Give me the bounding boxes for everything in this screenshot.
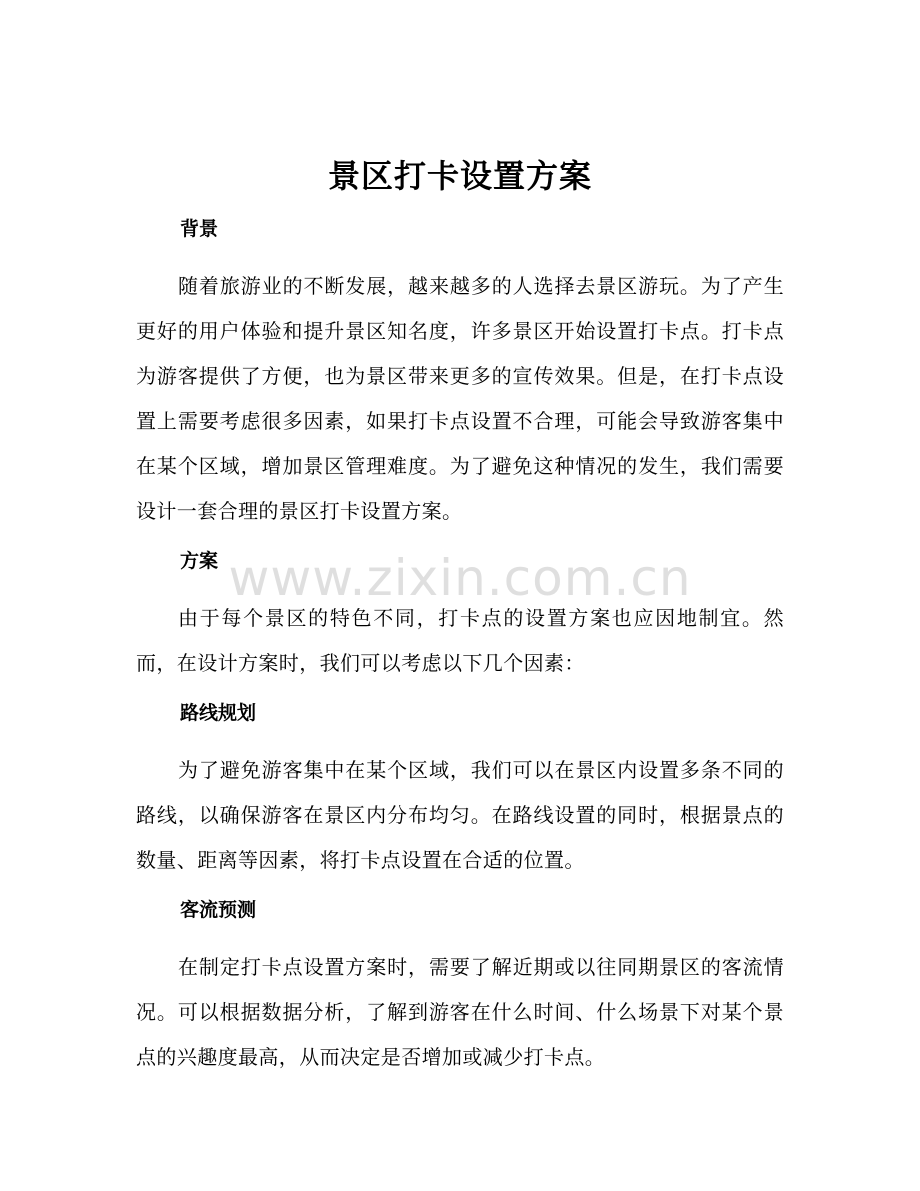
section-heading: 方案 bbox=[180, 550, 219, 572]
section-heading: 客流预测 bbox=[180, 899, 257, 921]
paragraph: 为了避免游客集中在某个区域，我们可以在景区内设置多条不同的路线，以确保游客在景区内分布均匀。在路线设置的同时，根据景点的数量、距离等因素，将打卡点设置在合适的位置。 bbox=[136, 758, 784, 872]
section-heading: 背景 bbox=[180, 218, 219, 240]
paragraph: 随着旅游业的不断发展，越来越多的人选择去景区游玩。为了产生更好的用户体验和提升景区知名度，许多景区开始设置打卡点。打卡点为游客提供了方便，也为景区带来更多的宣传效果。但是，在打卡点设置上需要考虑很多因素，如果打卡点设置不合理，可能会导致游客集中在某个区域，增加景区管理难度。为了避免这种情况的发生，我们需要设计一套合理的景区打卡设置方案。 bbox=[136, 274, 784, 523]
section-flow-forecast bbox=[136, 893, 784, 1080]
document-title: 景区打卡设置方案 bbox=[327, 157, 592, 195]
paragraph: 在制定打卡点设置方案时，需要了解近期或以往同期景区的客流情况。可以根据数据分析，了解到游客在什么时间、什么场景下对某个景点的兴趣度最高，从而决定是否增加或减少打卡点。 bbox=[136, 955, 784, 1069]
paragraph: 由于每个景区的特色不同，打卡点的设置方案也应因地制宜。然而，在设计方案时，我们可以考虑以下几个因素： bbox=[136, 606, 784, 675]
section-plan bbox=[136, 544, 784, 686]
section-heading: 路线规划 bbox=[180, 702, 257, 724]
section-background bbox=[136, 212, 784, 534]
watermark: www.zixin.com.cn bbox=[228, 549, 692, 607]
section-route-planning bbox=[136, 696, 784, 883]
